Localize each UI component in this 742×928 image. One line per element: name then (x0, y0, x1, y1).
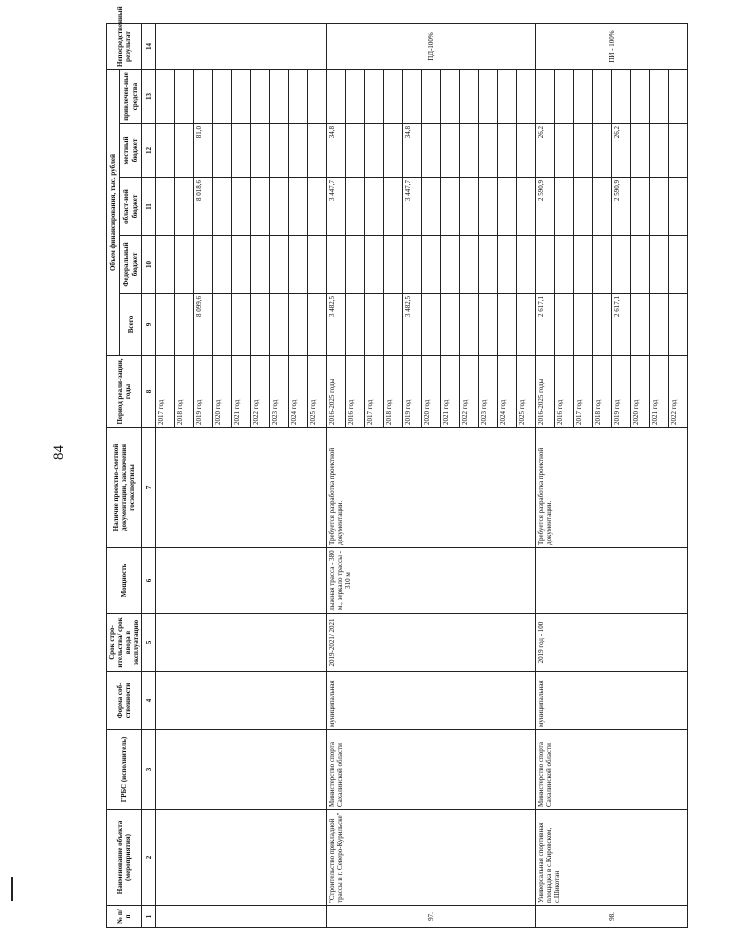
scan-mark (11, 877, 13, 901)
local-cell (479, 124, 498, 178)
federal-cell (460, 236, 479, 294)
attracted-cell (612, 70, 631, 124)
federal-cell (251, 236, 270, 294)
federal-cell (156, 236, 175, 294)
period-cell: 2021 год (232, 356, 251, 428)
federal-cell (669, 236, 688, 294)
item-capacity-cell: лыжная трасса - 380 м., зеркало трассы - 310 м (327, 548, 536, 614)
period-cell: 2025 год (308, 356, 327, 428)
local-cell (365, 124, 384, 178)
local-cell (251, 124, 270, 178)
regional-cell (517, 178, 536, 236)
column-number-8: 8 (142, 356, 156, 428)
attracted-cell (213, 70, 232, 124)
item-result-cell: ПИ - 100% (536, 24, 688, 70)
federal-cell (536, 236, 555, 294)
column-number-9: 9 (142, 294, 156, 356)
item-capacity-cell (536, 548, 688, 614)
total-cell (669, 294, 688, 356)
item-name-cell: "Строительство прикладной трассы в г. Северо-Курильске" (327, 810, 536, 906)
attracted-cell (403, 70, 422, 124)
period-cell: 2021 год (441, 356, 460, 428)
period-cell: 2020 год (213, 356, 232, 428)
period-cell: 2023 год (270, 356, 289, 428)
total-cell (498, 294, 517, 356)
period-cell: 2019 год (403, 356, 422, 428)
total-cell: 2 617,1 (536, 294, 555, 356)
header-term: Срок стро-ительства/ срок ввода в эксплуатацию (107, 614, 142, 672)
regional-cell: 2 590,9 (612, 178, 631, 236)
local-cell (422, 124, 441, 178)
attracted-cell (251, 70, 270, 124)
federal-cell (650, 236, 669, 294)
local-cell (384, 124, 403, 178)
local-cell: 26,2 (536, 124, 555, 178)
regional-cell (555, 178, 574, 236)
total-cell: 8 099,6 (194, 294, 213, 356)
total-cell (156, 294, 175, 356)
period-cell: 2022 год (669, 356, 688, 428)
regional-cell (650, 178, 669, 236)
regional-cell (460, 178, 479, 236)
attracted-cell (536, 70, 555, 124)
total-cell (422, 294, 441, 356)
local-cell (289, 124, 308, 178)
regional-cell (384, 178, 403, 236)
local-cell (555, 124, 574, 178)
column-number-1: 1 (142, 906, 156, 928)
attracted-cell (289, 70, 308, 124)
item-name-cell: Универсальная спортивная площадка в с.Кировском, с.Шикотан (536, 810, 688, 906)
total-cell: 3 482,5 (403, 294, 422, 356)
regional-cell (593, 178, 612, 236)
period-cell: 2023 год (479, 356, 498, 428)
local-cell (574, 124, 593, 178)
prev-term-cell (156, 614, 327, 672)
local-cell (517, 124, 536, 178)
total-cell (232, 294, 251, 356)
local-cell (232, 124, 251, 178)
table-row (327, 24, 346, 928)
period-cell: 2017 год (365, 356, 384, 428)
header-grbs: ГРБС (исполнитель) (107, 730, 142, 810)
attracted-cell (270, 70, 289, 124)
total-cell (479, 294, 498, 356)
item-ownership-cell: муниципальная (536, 672, 688, 730)
local-cell: 81,0 (194, 124, 213, 178)
period-cell: 2016-2025 годы (327, 356, 346, 428)
attracted-cell (650, 70, 669, 124)
federal-cell (612, 236, 631, 294)
column-number-3: 3 (142, 730, 156, 810)
total-cell (251, 294, 270, 356)
item-ownership-cell: муниципальная (327, 672, 536, 730)
regional-cell (289, 178, 308, 236)
attracted-cell (631, 70, 650, 124)
period-cell: 2024 год (498, 356, 517, 428)
local-cell (213, 124, 232, 178)
period-cell: 2016-2025 годы (536, 356, 555, 428)
federal-cell (574, 236, 593, 294)
header-ownership: Форма соб-ственности (107, 672, 142, 730)
federal-cell (403, 236, 422, 294)
attracted-cell (593, 70, 612, 124)
attracted-cell (365, 70, 384, 124)
attracted-cell (384, 70, 403, 124)
column-number-4: 4 (142, 672, 156, 730)
item-term-cell: 2019-2021/ 2021 (327, 614, 536, 672)
regional-cell (365, 178, 384, 236)
regional-cell (213, 178, 232, 236)
page-number: 84 (51, 445, 67, 460)
header-period: Период реали-зации, годы (107, 356, 142, 428)
total-cell (346, 294, 365, 356)
local-cell (270, 124, 289, 178)
header-regional: област-ной бюджет (119, 178, 141, 236)
header-federal: Федеральный бюджет (119, 236, 141, 294)
item-number-cell: 97. (327, 906, 536, 928)
column-number-row (142, 24, 156, 928)
attracted-cell (498, 70, 517, 124)
item-grbs-cell: Министерство спорта Сахалинской области (327, 730, 536, 810)
attracted-cell (441, 70, 460, 124)
federal-cell (213, 236, 232, 294)
column-number-11: 11 (142, 178, 156, 236)
local-cell (441, 124, 460, 178)
column-number-13: 13 (142, 70, 156, 124)
total-cell (365, 294, 384, 356)
regional-cell: 2 590,9 (536, 178, 555, 236)
period-cell: 2020 год (422, 356, 441, 428)
federal-cell (346, 236, 365, 294)
header-capacity: Мощность (107, 548, 142, 614)
period-cell: 2018 год (593, 356, 612, 428)
item-term-cell: 2019 год - 100 (536, 614, 688, 672)
local-cell (669, 124, 688, 178)
federal-cell (327, 236, 346, 294)
total-cell (460, 294, 479, 356)
header-name: Наименование объекта (мероприятия) (107, 810, 142, 906)
federal-cell (517, 236, 536, 294)
column-number-2: 2 (142, 810, 156, 906)
federal-cell (384, 236, 403, 294)
column-number-12: 12 (142, 124, 156, 178)
attracted-cell (574, 70, 593, 124)
attracted-cell (460, 70, 479, 124)
local-cell (460, 124, 479, 178)
period-cell: 2018 год (175, 356, 194, 428)
regional-cell (574, 178, 593, 236)
header-finance-group: Объем финансирования, тыс. рублей (107, 70, 120, 356)
federal-cell (308, 236, 327, 294)
regional-cell (441, 178, 460, 236)
regional-cell (270, 178, 289, 236)
regional-cell (479, 178, 498, 236)
regional-cell (498, 178, 517, 236)
attracted-cell (194, 70, 213, 124)
local-cell (308, 124, 327, 178)
regional-cell (669, 178, 688, 236)
rotated-table-sheet (106, 6, 742, 928)
local-cell (156, 124, 175, 178)
finance-table (106, 6, 688, 928)
prev-docs-cell (156, 428, 327, 548)
attracted-cell (479, 70, 498, 124)
item-docs-cell: Требуется разработка проектной документации. (327, 428, 536, 548)
federal-cell (270, 236, 289, 294)
header-attracted: привлечен-ные средства (119, 70, 141, 124)
federal-cell (289, 236, 308, 294)
period-cell: 2017 год (156, 356, 175, 428)
federal-cell (479, 236, 498, 294)
period-cell: 2022 год (460, 356, 479, 428)
table-row (536, 24, 555, 928)
total-cell (441, 294, 460, 356)
total-cell: 2 617,1 (612, 294, 631, 356)
header-result: Непосредственный результат (107, 24, 142, 70)
column-number-10: 10 (142, 236, 156, 294)
period-cell: 2020 год (631, 356, 650, 428)
local-cell (631, 124, 650, 178)
period-cell: 2018 год (384, 356, 403, 428)
table-body (156, 24, 688, 928)
item-grbs-cell: Министерство спорта Сахалинской области (536, 730, 688, 810)
regional-cell (156, 178, 175, 236)
total-cell (175, 294, 194, 356)
total-cell (289, 294, 308, 356)
period-cell: 2016 год (555, 356, 574, 428)
column-number-6: 6 (142, 548, 156, 614)
prev-ownership-cell (156, 672, 327, 730)
regional-cell (422, 178, 441, 236)
regional-cell: 3 447,7 (327, 178, 346, 236)
total-cell (593, 294, 612, 356)
period-cell: 2025 год (517, 356, 536, 428)
federal-cell (498, 236, 517, 294)
federal-cell (631, 236, 650, 294)
attracted-cell (156, 70, 175, 124)
item-docs-cell: Требуется разработка проектной документации. (536, 428, 688, 548)
attracted-cell (517, 70, 536, 124)
item-number-cell: 98. (536, 906, 688, 928)
total-cell (270, 294, 289, 356)
federal-cell (422, 236, 441, 294)
period-cell: 2019 год (612, 356, 631, 428)
federal-cell (555, 236, 574, 294)
regional-cell (232, 178, 251, 236)
attracted-cell (175, 70, 194, 124)
local-cell (346, 124, 365, 178)
prev-result-cell (156, 24, 327, 70)
regional-cell (308, 178, 327, 236)
header-local: местный бюджет (119, 124, 141, 178)
header-total: Всего (119, 294, 141, 356)
column-number-14: 14 (142, 24, 156, 70)
period-cell: 2024 год (289, 356, 308, 428)
total-cell (213, 294, 232, 356)
period-cell: 2019 год (194, 356, 213, 428)
total-cell (384, 294, 403, 356)
regional-cell: 8 018,6 (194, 178, 213, 236)
total-cell: 3 482,5 (327, 294, 346, 356)
regional-cell (346, 178, 365, 236)
total-cell (517, 294, 536, 356)
period-cell: 2017 год (574, 356, 593, 428)
period-cell: 2021 год (650, 356, 669, 428)
local-cell (650, 124, 669, 178)
local-cell (498, 124, 517, 178)
local-cell (175, 124, 194, 178)
prev-name-cell (156, 810, 327, 906)
attracted-cell (308, 70, 327, 124)
attracted-cell (555, 70, 574, 124)
total-cell (308, 294, 327, 356)
total-cell (574, 294, 593, 356)
local-cell (593, 124, 612, 178)
total-cell (555, 294, 574, 356)
attracted-cell (327, 70, 346, 124)
prev-capacity-cell (156, 548, 327, 614)
period-cell: 2016 год (346, 356, 365, 428)
federal-cell (441, 236, 460, 294)
local-cell: 26,2 (612, 124, 631, 178)
local-cell: 34,8 (327, 124, 346, 178)
federal-cell (365, 236, 384, 294)
regional-cell (175, 178, 194, 236)
regional-cell (251, 178, 270, 236)
period-cell: 2022 год (251, 356, 270, 428)
total-cell (631, 294, 650, 356)
federal-cell (593, 236, 612, 294)
regional-cell: 3 447,7 (403, 178, 422, 236)
header-num: № п/п (107, 906, 142, 928)
prev-grbs-cell (156, 730, 327, 810)
table-row (156, 24, 175, 928)
column-number-7: 7 (142, 428, 156, 548)
regional-cell (631, 178, 650, 236)
header-docs: Наличие проектно-сметной документации, заключения госэкспертизы (107, 428, 142, 548)
prev-num-cell (156, 906, 327, 928)
attracted-cell (422, 70, 441, 124)
column-number-5: 5 (142, 614, 156, 672)
item-result-cell: ПД-100% (327, 24, 536, 70)
federal-cell (175, 236, 194, 294)
attracted-cell (232, 70, 251, 124)
local-cell: 34,8 (403, 124, 422, 178)
attracted-cell (346, 70, 365, 124)
federal-cell (194, 236, 213, 294)
total-cell (650, 294, 669, 356)
attracted-cell (669, 70, 688, 124)
federal-cell (232, 236, 251, 294)
